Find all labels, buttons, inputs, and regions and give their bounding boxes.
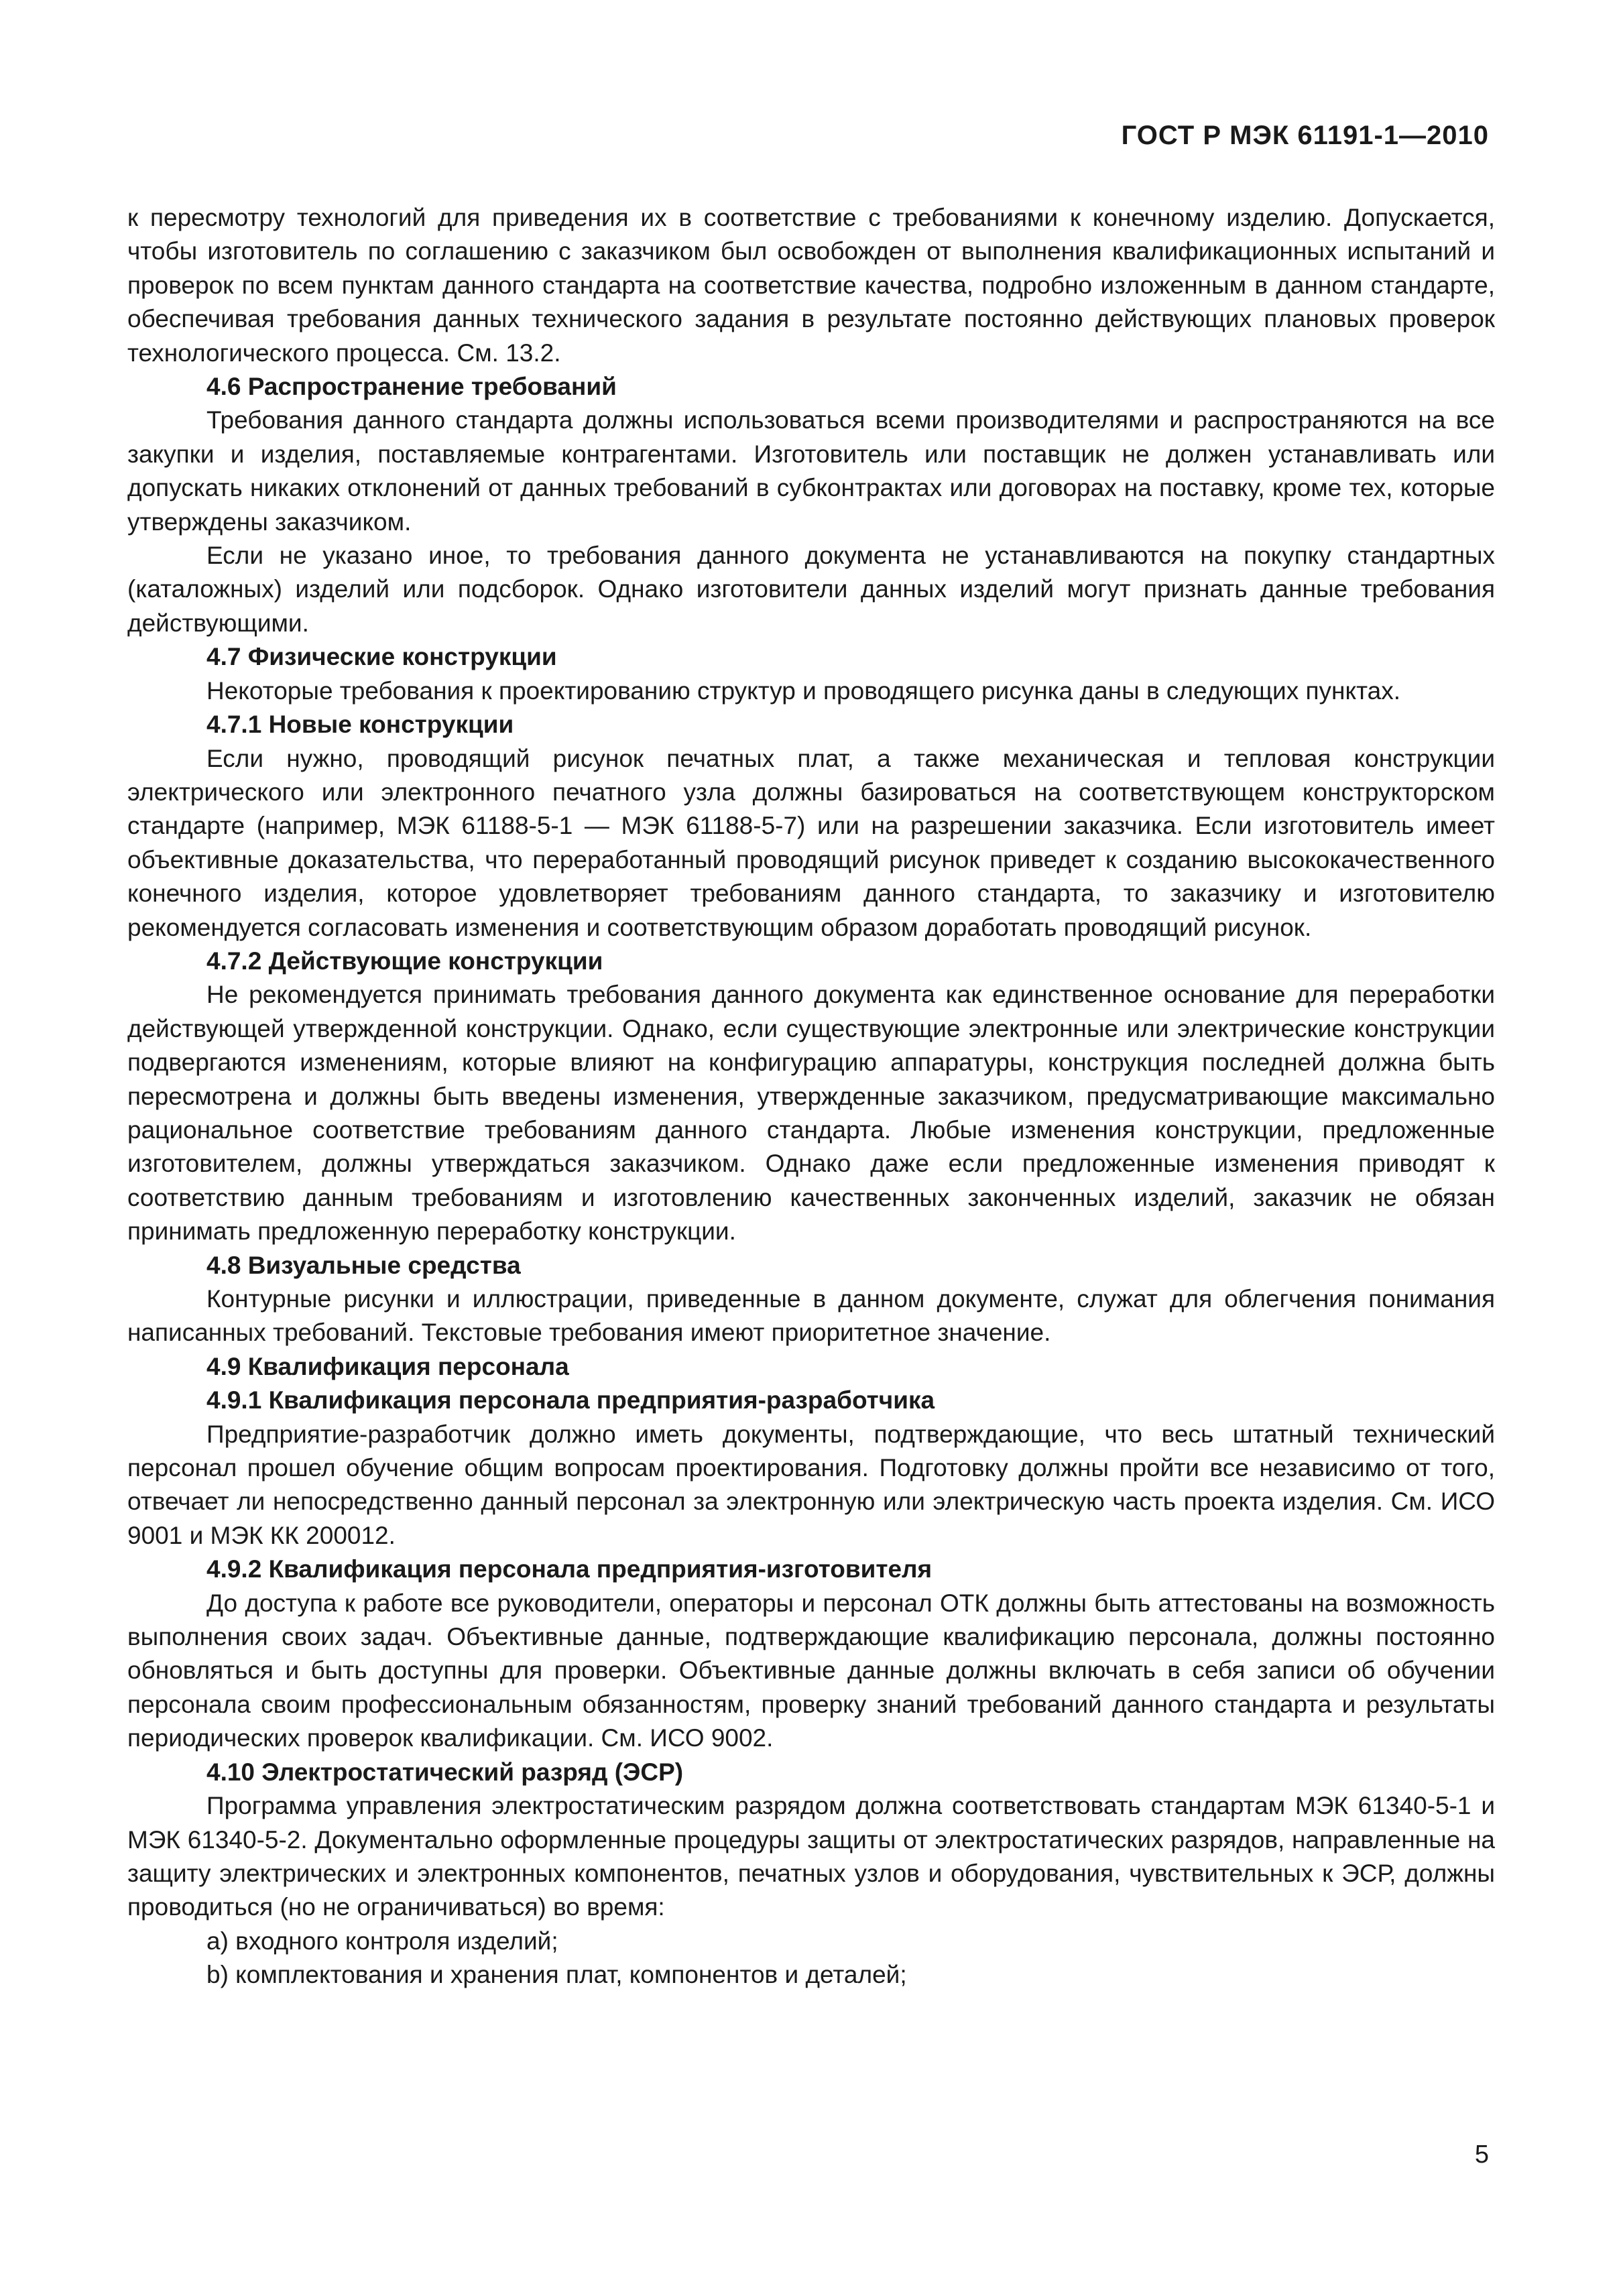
section-4-8-paragraph: Контурные рисунки и иллюстрации, приведенные в данном документе, служат для облегчения понимания написанных требований. Текстовые требования имеют приоритетное значение.: [127, 1285, 1495, 1347]
document-header: ГОСТ Р МЭК 61191-1—2010: [1121, 121, 1489, 150]
section-4-9-1-heading: 4.9.1 Квалификация персонала предприятия-разработчика: [206, 1386, 935, 1414]
section-4-10-paragraph: Программа управления электростатическим разрядом должна соответствовать стандартам МЭК 61340-5-1 и МЭК 61340-5-2. Документально оформленные процедуры защиты от электростатических разрядов, направленные на защиту электрических и электронных компонентов, печатных узлов и оборудования, чувствительных к ЭСР, должны проводиться (но не ограничиваться) во время:: [127, 1792, 1495, 1921]
section-4-10-heading: 4.10 Электростатический разряд (ЭСР): [206, 1758, 684, 1786]
section-4-7-1-paragraph: Если нужно, проводящий рисунок печатных плат, а также механическая и тепловая конструкции электрического или электронного печатного узла должны базироваться на соответствующем конструкторском стандарте (например, МЭК 61188-5-1 — МЭК 61188-5-7) или на разрешении заказчика. Если изготовитель имеет объективные доказательства, что переработанный проводящий рисунок приведет к созданию высококачественного конечного изделия, которое удовлетворяет требованиям данного стандарта, то заказчику и изготовителю рекомендуется согласовать изменения и соответствующим образом доработать проводящий рисунок.: [127, 744, 1495, 941]
section-4-9-1-paragraph: Предприятие-разработчик должно иметь документы, подтверждающие, что весь штатный технический персонал прошел обучение общим вопросам проектирования. Подготовку должны пройти все независимо от того, отвечает ли непосредственно данный персонал за электронную или электрическую часть проекта изделия. См. ИСО 9001 и МЭК КК 200012.: [127, 1420, 1495, 1549]
section-4-8-heading: 4.8 Визуальные средства: [206, 1251, 521, 1279]
section-4-6-paragraph-2: Если не указано иное, то требования данного документа не устанавливаются на покупку стандартных (каталожных) изделий или подсборок. Однако изготовители данных изделий могут признать данные требования действующими.: [127, 542, 1495, 637]
continuation-paragraph: к пересмотру технологий для приведения их в соответствие с требованиями к конечному изделию. Допускается, чтобы изготовитель по соглашению с заказчиком был освобожден от выполнения квалификационных испытаний и проверок по всем пунктам данного стандарта на соответствие качества, подробно изложенным в данном стандарте, обеспечивая требования данных технического задания в результате постоянно действующих плановых проверок технологического процесса. См. 13.2.: [127, 204, 1495, 367]
section-4-7-heading: 4.7 Физические конструкции: [206, 643, 557, 671]
list-item-b: b) комплектования и хранения плат, компонентов и деталей;: [206, 1961, 907, 1989]
list-item-a: a) входного контроля изделий;: [206, 1927, 558, 1955]
section-4-9-heading: 4.9 Квалификация персонала: [206, 1352, 569, 1380]
section-4-7-1-heading: 4.7.1 Новые конструкции: [206, 711, 514, 739]
section-4-9-2-paragraph: До доступа к работе все руководители, операторы и персонал ОТК должны быть аттестованы на возможность выполнения своих задач. Объективные данные, подтверждающие квалификацию персонала, должны постоянно обновляться и быть доступны для проверки. Объективные данные должны включать в себя записи об обучении персонала своим профессиональным обязанностям, проверку знаний требований данного стандарта и результаты периодических проверок квалификации. См. ИСО 9002.: [127, 1589, 1495, 1752]
section-4-7-2-heading: 4.7.2 Действующие конструкции: [206, 947, 603, 975]
section-4-9-2-heading: 4.9.2 Квалификация персонала предприятия-изготовителя: [206, 1555, 933, 1583]
section-4-6-heading: 4.6 Распространение требований: [206, 373, 617, 401]
page-number: 5: [1474, 2140, 1489, 2169]
section-4-7-paragraph: Некоторые требования к проектированию структур и проводящего рисунка даны в следующих пунктах.: [206, 676, 1400, 705]
section-4-7-2-paragraph: Не рекомендуется принимать требования данного документа как единственное основание для переработки действующей утвержденной конструкции. Однако, если существующие электронные или электрические конструкции подвергаются изменениям, которые влияют на конфигурацию аппаратуры, конструкция последней должна быть пересмотрена и должны быть введены изменения, утвержденные заказчиком, предусматривающие максимально рациональное соответствие требованиям данного стандарта. Любые изменения конструкции, предложенные изготовителем, должны утверждаться заказчиком. Однако даже если предложенные изменения приводят к соответствию данным требованиям и изготовлению качественных законченных изделий, заказчик не обязан принимать предложенную переработку конструкции.: [127, 981, 1495, 1246]
document-body: [127, 201, 1495, 1992]
section-4-6-paragraph-1: Требования данного стандарта должны использоваться всеми производителями и распространяются на все закупки и изделия, поставляемые контрагентами. Изготовитель или поставщик не должен устанавливать или допускать никаких отклонений от данных требований в субконтрактах или договорах на поставку, кроме тех, которые утверждены заказчиком.: [127, 406, 1495, 536]
